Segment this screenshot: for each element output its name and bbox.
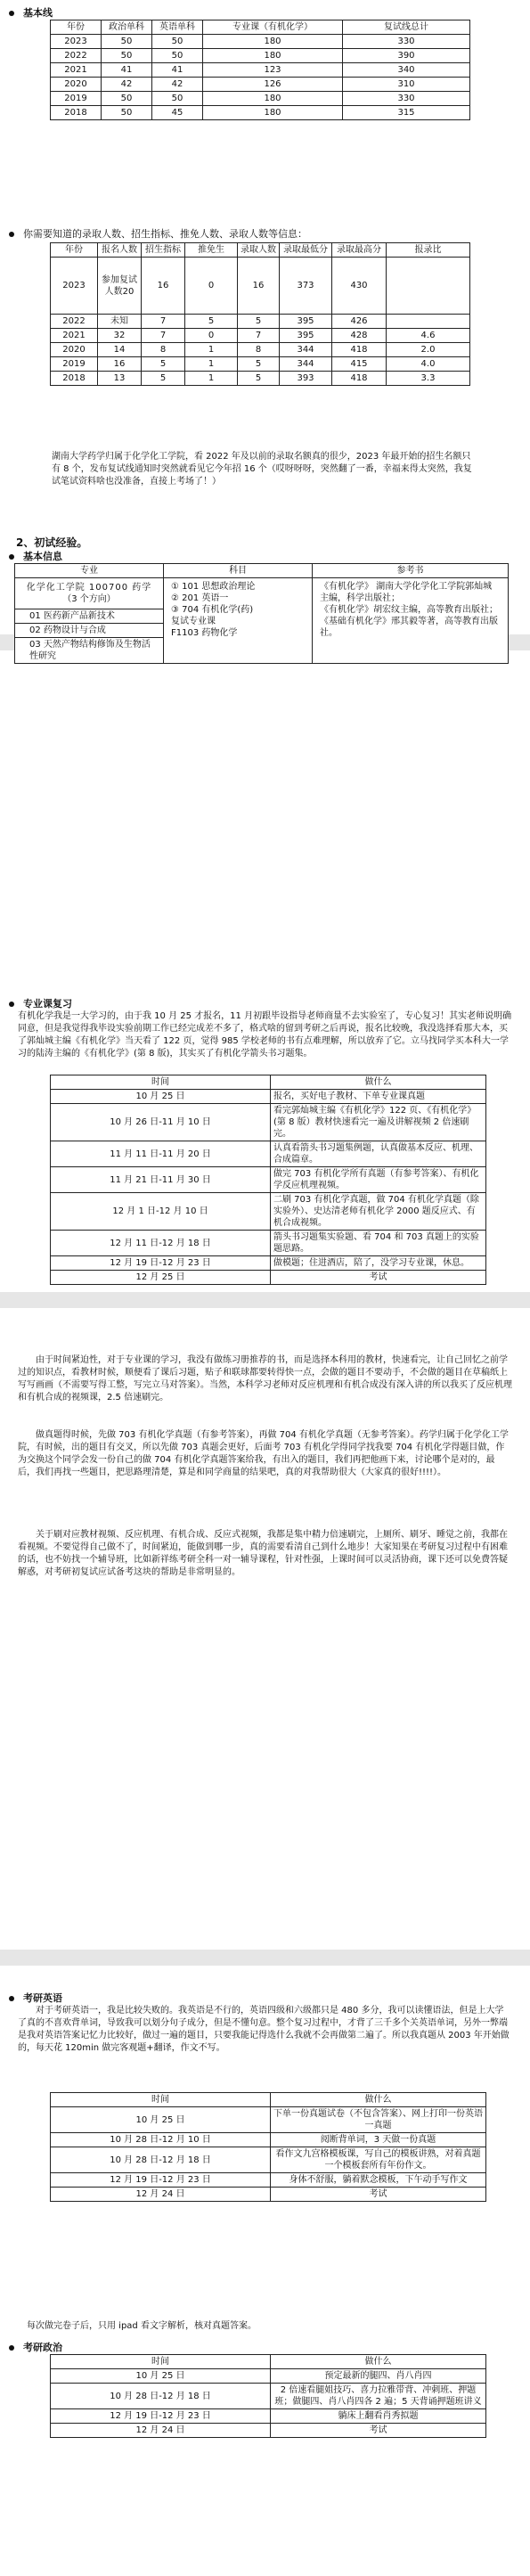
direction-item: 03 天然产物结构修饰及生物活性研究 — [15, 637, 163, 663]
table-cell: 二刷 703 有机化学真题，做 704 有机化学真题（除实验外）、史达清老师有机化学 2000 题反应式、有机合成视频。 — [271, 1193, 486, 1231]
table-cell: 12 月 19 日-12 月 23 日 — [51, 2409, 271, 2424]
major-review-schedule — [50, 1075, 486, 1285]
table-header: 时间 — [51, 1075, 271, 1090]
table-cell: 下单一份真题试卷（不包含答案）、网上打印一份英语一真题 — [271, 2107, 486, 2133]
table-cell: 2020 — [51, 78, 102, 92]
table-cell: 7 — [142, 329, 185, 343]
table-cell: 315 — [343, 106, 470, 120]
table-cell: 看作文九宫格模板课，写自己的模板讲熟，对着真题一个模板套所有年份作文。 — [271, 2147, 486, 2173]
direction-item: 02 药物设计与合成 — [15, 623, 163, 637]
table-cell: 7 — [142, 315, 185, 329]
table-row — [51, 315, 470, 329]
table-cell: 10 月 28 日-12 月 18 日 — [51, 2147, 271, 2173]
table-cell: 344 — [280, 357, 332, 372]
table-cell: 认真看箭头书习题集例题，认真做基本反应、机理、合成篇章。 — [271, 1141, 486, 1167]
table-row — [51, 1271, 486, 1285]
table-header: 报名人数 — [98, 243, 142, 258]
bullet-icon — [9, 1996, 14, 2001]
table-row — [51, 1231, 486, 1256]
table-cell: 身体不舒服，躺着默念模板，下午动手写作文 — [271, 2173, 486, 2188]
table-cell: 12 月 1 日-12 月 10 日 — [51, 1193, 271, 1231]
heading-text: 考研英语 — [23, 1992, 62, 2004]
table-header: 报录比 — [387, 243, 470, 258]
table-row — [51, 343, 470, 357]
table-header: 科目 — [164, 564, 313, 578]
table-cell: 2021 — [51, 329, 98, 343]
table-row — [51, 49, 470, 63]
table-header-row — [51, 2355, 486, 2369]
table-header-row — [15, 564, 509, 578]
table-cell: 50 — [102, 35, 152, 49]
major-review-paragraph: 关于刷对应教材视频、反应机理、有机合成、反应式视频，我都是集中精力倍速刷完，上厕所、刷牙、睡觉之前，我都在看视频。不要觉得自己做不了，时间紧迫，能做到哪一步，真的需要看清自己到什么地步！大家知果在考研复习过程中有困难的话，也不妨找一个辅导班，比如新祥练考研全科一对一辅导课程，针对性强，上课时间可以灵活协商，课下还可以免费答疑解惑，对考研初复试应试备考这块的帮助是非常明显的。 — [18, 1530, 508, 1577]
heading-text: 考研政治 — [23, 2342, 62, 2353]
table-cell: 报名，买好电子教材、下单专业课真题 — [271, 1090, 486, 1104]
table-cell: 12 月 25 日 — [51, 1271, 271, 1285]
table-header: 做什么 — [271, 2355, 486, 2369]
subjects-cell: ① 101 思想政治理论 ② 201 英语一 ③ 704 有机化学(药) 复试专业课 F1103 药物化学 — [164, 578, 313, 664]
table-row — [51, 2188, 486, 2202]
table-cell: 415 — [332, 357, 387, 372]
table-cell: 126 — [203, 78, 343, 92]
table-header: 复试线总计 — [343, 20, 470, 35]
table-header: 做什么 — [271, 1075, 486, 1090]
table-cell: 14 — [98, 343, 142, 357]
admission-note: 湖南大学药学归属于化学化工学院，看 2022 年及以前的录取名额真的很少，2023 年最开始的招生名额只有 8 个，发布复试线通知时突然就看见它今年招 16 个（哎呀呀呀，突然翻了一番，幸福来得太突然，我复试笔试资料啥也没准备，直接上考场了！） — [52, 452, 472, 487]
table-header: 时间 — [51, 2355, 271, 2369]
table-cell: 426 — [332, 315, 387, 329]
table-cell: 13 — [98, 372, 142, 386]
table-header-row — [51, 20, 470, 35]
table-cell: 10 月 28 日-12 月 18 日 — [51, 2384, 271, 2409]
table-cell: 考试 — [271, 2424, 486, 2438]
table-header: 英语单科 — [152, 20, 203, 35]
table-cell: 2022 — [51, 315, 98, 329]
table-row — [51, 372, 470, 386]
page-separator — [0, 1292, 530, 1308]
table-cell: 418 — [332, 343, 387, 357]
table-cell: 8 — [238, 343, 280, 357]
table-cell: 41 — [102, 63, 152, 78]
table-cell: 11 月 21 日-11 月 30 日 — [51, 1167, 271, 1193]
table-cell: 50 — [152, 92, 203, 106]
table-cell: 390 — [343, 49, 470, 63]
table-cell: 2021 — [51, 63, 102, 78]
table-header: 时间 — [51, 2093, 271, 2107]
table-cell: 考试 — [271, 2188, 486, 2202]
table-cell: 12 月 24 日 — [51, 2424, 271, 2438]
table-cell: 12 月 24 日 — [51, 2188, 271, 2202]
table-cell: 42 — [152, 78, 203, 92]
table-row — [51, 78, 470, 92]
table-cell: 180 — [203, 35, 343, 49]
table-cell: 4.0 — [387, 357, 470, 372]
table-cell: 阅断背单词，3 天做一份真题 — [271, 2133, 486, 2147]
table-cell: 12 月 19 日-12 月 23 日 — [51, 1256, 271, 1271]
table-header-row — [51, 243, 470, 258]
table-header: 招生指标 — [142, 243, 185, 258]
table-row — [15, 578, 509, 664]
bullet-icon — [9, 554, 14, 560]
table-cell: 340 — [343, 63, 470, 78]
table-cell: 5 — [142, 357, 185, 372]
major-cell — [15, 578, 164, 664]
table-cell: 330 — [343, 92, 470, 106]
table-header: 录取人数 — [238, 243, 280, 258]
major-review-intro: 有机化学我是一大学习的，由于我 10 月 25 才报名，11 月初跟毕设指导老师商量不去实验室了，专心复习！其实老师说明确同意，但是我觉得我毕设实验前期工作已经完成差不多了，格式啥的留到考研之后再说，报名比较晚，我没选择看那大本，买了郭灿城主编《有机化学》当天看了 122 页，觉得 985 学校老师的书有点难理解，所以放弃了它。立马找同学买本科大一学习的陆涛主编的《有机化学》(第 8 版)，其实买了有机化学箭头书习题集。 — [18, 1011, 512, 1059]
table-row — [51, 2147, 486, 2173]
table-cell: 428 — [332, 329, 387, 343]
table-row — [51, 63, 470, 78]
table-cell — [387, 258, 470, 315]
table-cell: 11 月 11 日-11 月 20 日 — [51, 1141, 271, 1167]
table-header: 做什么 — [271, 2093, 486, 2107]
table-row — [51, 1141, 486, 1167]
table-row — [51, 2173, 486, 2188]
table-cell: 未知 — [98, 315, 142, 329]
table-cell: 16 — [142, 258, 185, 315]
table-cell: 418 — [332, 372, 387, 386]
table-row — [51, 1167, 486, 1193]
table-row — [51, 106, 470, 120]
table-cell: 344 — [280, 343, 332, 357]
table-cell: 5 — [238, 315, 280, 329]
major-sub: （3 个方向） — [62, 594, 116, 604]
heading-text: 你需要知道的录取人数、招生指标、推免人数、录取人数等信息： — [23, 228, 307, 240]
table-row — [51, 2107, 486, 2133]
table-cell: 参加复试人数20 — [98, 258, 142, 315]
table-cell: 1 — [185, 357, 238, 372]
table-cell: 50 — [152, 49, 203, 63]
table-cell: 5 — [238, 357, 280, 372]
table-cell: 10 月 25 日 — [51, 2369, 271, 2384]
bullet-icon — [9, 11, 14, 16]
table-cell: 180 — [203, 49, 343, 63]
table-cell: 393 — [280, 372, 332, 386]
table-cell: 5 — [142, 372, 185, 386]
basic-info-table — [14, 563, 509, 664]
table-cell: 2023 — [51, 258, 98, 315]
table-cell: 41 — [152, 63, 203, 78]
table-header: 年份 — [51, 243, 98, 258]
table-cell: 10 月 26 日-11 月 10 日 — [51, 1104, 271, 1141]
table-cell: 箭头书习题集实验题、看 704 和 703 真题上的实验题思路。 — [271, 1231, 486, 1256]
table-cell: 330 — [343, 35, 470, 49]
table-cell: 躺床上翻看肖秀拟题 — [271, 2409, 486, 2424]
table-row — [51, 357, 470, 372]
table-header-row — [51, 2093, 486, 2107]
table-row — [51, 2133, 486, 2147]
admission-table — [50, 242, 470, 386]
table-cell: 2019 — [51, 357, 98, 372]
table-cell: 2019 — [51, 92, 102, 106]
heading-text: 基本信息 — [23, 551, 62, 562]
table-cell: 1 — [185, 343, 238, 357]
table-cell: 2023 — [51, 35, 102, 49]
table-header: 专业 — [15, 564, 164, 578]
major-review-paragraph: 由于时间紧迫性，对于专业课的学习，我没有做练习册推荐的书，而是选择本科用的教材，快速看完，让自己回忆之前学过的知识点，看教材时候，顺便看了课后习题，贴子和联球都要转得快一点，会做的题目不要动手，不会做的题目在草稿纸上写写画画（不需要写得工整，写完立马对答案）。当然，本科学习老师对反应机理和有机合成没有深入讲的所以我买了反应机理和有机合成的视频课，2.5 倍速刷完。 — [18, 1355, 512, 1402]
table-row — [51, 35, 470, 49]
table-cell: 10 月 28 日-12 月 10 日 — [51, 2133, 271, 2147]
table-row — [51, 1090, 486, 1104]
section-politics-heading — [9, 2340, 62, 2354]
table-row — [51, 2424, 486, 2438]
table-cell: 2018 — [51, 106, 102, 120]
table-cell: 10 月 25 日 — [51, 2107, 271, 2133]
basic-line-table — [50, 20, 470, 120]
table-cell: 12 月 19 日-12 月 23 日 — [51, 2173, 271, 2188]
table-cell: 12 月 11 日-12 月 18 日 — [51, 1231, 271, 1256]
page-separator — [0, 1950, 530, 1966]
table-header: 参考书 — [313, 564, 509, 578]
table-cell: 5 — [238, 372, 280, 386]
table-cell: 50 — [102, 92, 152, 106]
politics-schedule — [50, 2354, 486, 2438]
table-cell: 180 — [203, 92, 343, 106]
table-cell: 2018 — [51, 372, 98, 386]
table-row — [51, 2369, 486, 2384]
table-row — [51, 329, 470, 343]
section-admission-heading — [9, 226, 307, 241]
table-header: 录取最低分 — [280, 243, 332, 258]
table-cell: 32 — [98, 329, 142, 343]
table-cell: 5 — [185, 315, 238, 329]
table-cell: 16 — [238, 258, 280, 315]
table-cell: 2.0 — [387, 343, 470, 357]
table-cell: 2 倍速看腿姐技巧、喜力拉雅带背、冲刺班、押题班；做腿四、肖八肖四各 2 遍；5 天背诵押题班讲义 — [271, 2384, 486, 2409]
heading-text: 基本线 — [23, 7, 53, 19]
table-cell: 10 月 25 日 — [51, 1090, 271, 1104]
section-english-heading — [9, 1991, 62, 2005]
table-row — [51, 92, 470, 106]
table-cell: 395 — [280, 329, 332, 343]
table-cell: 16 — [98, 357, 142, 372]
table-header: 录取最高分 — [332, 243, 387, 258]
table-cell — [387, 315, 470, 329]
table-cell: 50 — [102, 106, 152, 120]
table-cell: 2020 — [51, 343, 98, 357]
table-cell: 42 — [102, 78, 152, 92]
table-cell: 430 — [332, 258, 387, 315]
english-intro: 对于考研英语一，我是比较失败的。我英语是不行的，英语四级和六级都只是 480 多分，我可以读懂语法，但是上大学了真的不喜欢背单词，导致我可以划分句子成分，但是不懂句意。整个复习过程中，才背了三千多个关英语单词，另外一弊端是我对英语答案记忆力比较好，做过一遍的题目，只要我能记得选什么我就不会再做第二遍了。所以我真题从 2003 年开始做的，每天花 120min 做完客观题+翻译，作文不写。 — [18, 2006, 510, 2053]
bullet-icon — [9, 1002, 14, 1007]
section-major-review-heading — [9, 996, 72, 1010]
heading-text: 专业课复习 — [23, 998, 72, 1010]
table-cell: 考试 — [271, 1271, 486, 1285]
table-cell: 50 — [152, 35, 203, 49]
table-cell: 1 — [185, 372, 238, 386]
table-header: 专业课（有机化学） — [203, 20, 343, 35]
table-cell: 310 — [343, 78, 470, 92]
table-cell: 4.6 — [387, 329, 470, 343]
table-header: 推免生 — [185, 243, 238, 258]
direction-item: 01 医药新产品新技术 — [15, 609, 163, 623]
table-cell: 3.3 — [387, 372, 470, 386]
bullet-icon — [9, 232, 14, 237]
table-row — [51, 1104, 486, 1141]
table-row — [51, 258, 470, 315]
table-cell: 123 — [203, 63, 343, 78]
table-cell: 0 — [185, 258, 238, 315]
section-basic-info-heading — [9, 549, 62, 563]
section-heading-initial-exam: 2、初试经验。 — [16, 536, 88, 549]
table-cell: 395 — [280, 315, 332, 329]
major-review-paragraph: 做真题得时候，先做 703 有机化学真题（有参考答案），再做 704 有机化学真题（无参考答案）。药学归属于化学化工学院，有时候，出的题目有交叉，所以先做 703 真题会更好，后面考 703 有机化学得同学找我要 704 有机化学得题目做，作为交换这个同学会发一份自己的做 704 有机化学真题答案给我，有出入的题目，我们再把他画下来，讨论哪个是对的，最后，我们再找一些题目，把思路理清楚，算是和同学商量的结果吧，真的对我帮助很大（大家真的很好!!!!）。 — [18, 1430, 509, 1477]
books-cell: 《有机化学》 湖南大学化学化工学院郭灿城主编，科学出版社； 《有机化学》胡宏纹主编，高等教育出版社； 《基础有机化学》邢其毅等著，高等教育出版社。 — [313, 578, 509, 664]
table-row — [51, 2384, 486, 2409]
table-cell: 2022 — [51, 49, 102, 63]
major-name: 化学化工学院 100700 药学 — [26, 583, 152, 593]
table-cell: 45 — [152, 106, 203, 120]
table-header: 年份 — [51, 20, 102, 35]
table-cell: 180 — [203, 106, 343, 120]
english-schedule — [50, 2092, 486, 2202]
table-header: 政治单科 — [102, 20, 152, 35]
table-row — [51, 1193, 486, 1231]
table-cell: 做完 703 有机化学所有真题（有参考答案）、有机化学反应机理视频。 — [271, 1167, 486, 1193]
section-basic-line-heading — [9, 5, 53, 20]
bullet-icon — [9, 2345, 14, 2351]
table-cell: 373 — [280, 258, 332, 315]
table-cell: 预定最新的腿四、肖八肖四 — [271, 2369, 486, 2384]
table-cell: 8 — [142, 343, 185, 357]
table-cell: 0 — [185, 329, 238, 343]
table-cell: 7 — [238, 329, 280, 343]
table-cell: 看完郭灿城主编《有机化学》122 页、《有机化学》(第 8 版）教材快速看完一遍及讲解视频 2 倍速刷完。 — [271, 1104, 486, 1141]
table-row — [51, 2409, 486, 2424]
table-row — [51, 1256, 486, 1271]
table-cell: 50 — [102, 49, 152, 63]
english-note: 每次做完卷子后，只用 ipad 看文字解析，核对真题答案。 — [27, 2321, 257, 2331]
table-cell: 做模题；住进酒店，陪了，没学习专业课，休息。 — [271, 1256, 486, 1271]
table-header-row — [51, 1075, 486, 1090]
